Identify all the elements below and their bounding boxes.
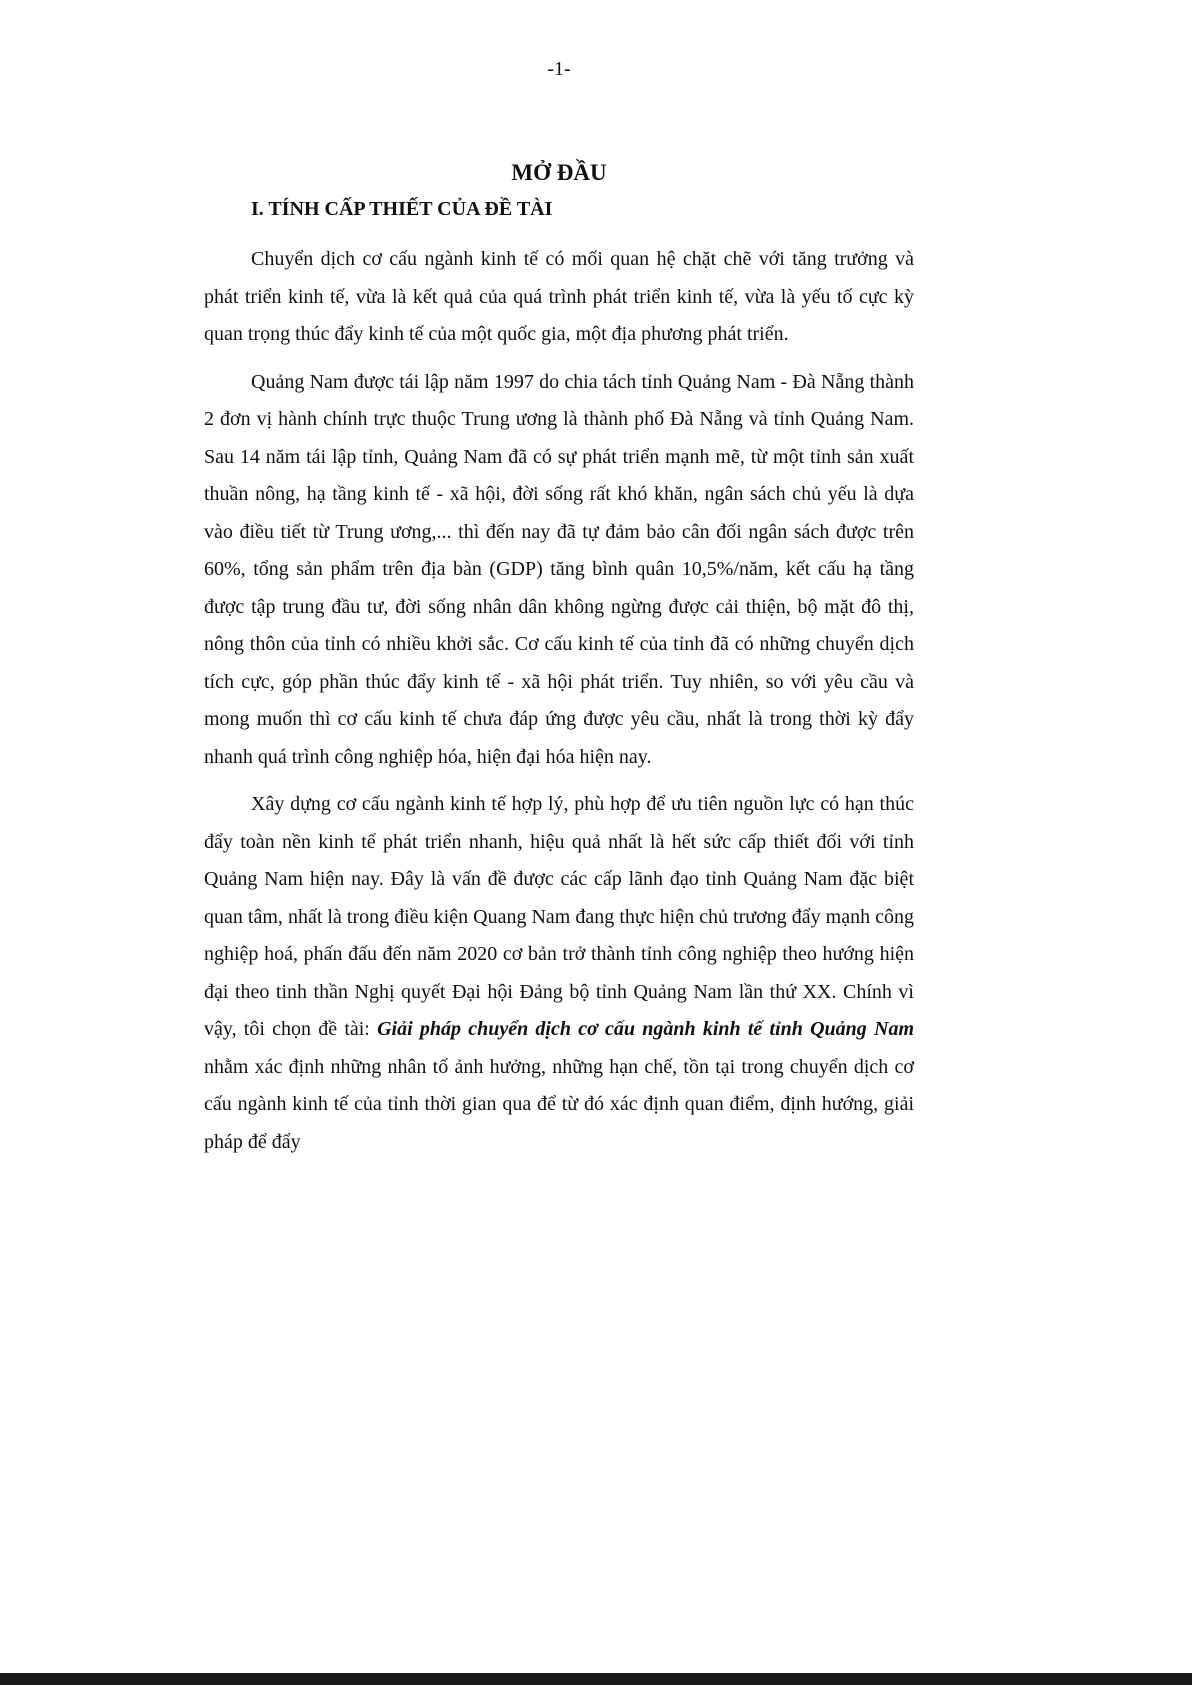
paragraph-3-lead: Xây dựng cơ cấu ngành kinh tế hợp lý, phù hợp để ưu tiên nguồn lực có hạn thúc đẩy toàn nền kinh tế phát triển nhanh, hiệu quả nhất là hết sức cấp thiết đối với tỉnh Quảng Nam hiện nay. Đây là vấn đề được các cấp lãnh đạo tỉnh Quảng Nam đặc biệt quan tâm, nhất là trong điều kiện Quang Nam đang thực hiện chủ trương đẩy mạnh công nghiệp hoá, phấn đấu đến năm 2020 cơ bản trở thành tỉnh công nghiệp theo hướng hiện đại theo tinh thần Nghị quyết Đại hội Đảng bộ tỉnh Quảng Nam lần thứ XX. Chính vì vậy, tôi chọn đề tài: bbox=[204, 793, 914, 1040]
section-heading: I. TÍNH CẤP THIẾT CỦA ĐỀ TÀI bbox=[251, 198, 553, 220]
paragraph-3 bbox=[204, 786, 914, 1161]
page-number: -1- bbox=[547, 58, 571, 80]
paragraph-3-tail: nhằm xác định những nhân tố ảnh hưởng, những hạn chế, tồn tại trong chuyển dịch cơ cấu ngành kinh tế của tỉnh thời gian qua để từ đó xác định quan điểm, định hướng, giải pháp để đẩy bbox=[204, 1055, 914, 1153]
thesis-title: Giải pháp chuyển dịch cơ cấu ngành kinh tế tỉnh Quảng Nam bbox=[377, 1018, 914, 1040]
bottom-border bbox=[0, 1673, 1192, 1685]
body-text bbox=[204, 241, 914, 1171]
paragraph-1: Chuyển dịch cơ cấu ngành kinh tế có mối quan hệ chặt chẽ với tăng trưởng và phát triển kinh tế, vừa là kết quả của quá trình phát triển kinh tế, vừa là yếu tố cực kỳ quan trọng thúc đẩy kinh tế của một quốc gia, một địa phương phát triển. bbox=[204, 248, 914, 345]
paragraph-2: Quảng Nam được tái lập năm 1997 do chia tách tỉnh Quảng Nam - Đà Nẵng thành 2 đơn vị hành chính trực thuộc Trung ương là thành phố Đà Nẵng và tỉnh Quảng Nam. Sau 14 năm tái lập tỉnh, Quảng Nam đã có sự phát triển mạnh mẽ, từ một tỉnh sản xuất thuần nông, hạ tầng kinh tế - xã hội, đời sống rất khó khăn, ngân sách chủ yếu là dựa vào điều tiết từ Trung ương,... thì đến nay đã tự đảm bảo cân đối ngân sách được trên 60%, tổng sản phẩm trên địa bàn (GDP) tăng bình quân 10,5%/năm, kết cấu hạ tầng được tập trung đầu tư, đời sống nhân dân không ngừng được cải thiện, bộ mặt đô thị, nông thôn của tỉnh có nhiều khởi sắc. Cơ cấu kinh tế của tỉnh đã có những chuyển dịch tích cực, góp phần thúc đẩy kinh tế - xã hội phát triển. Tuy nhiên, so với yêu cầu và mong muốn thì cơ cấu kinh tế chưa đáp ứng được yêu cầu, nhất là trong thời kỳ đẩy nhanh quá trình công nghiệp hóa, hiện đại hóa hiện nay. bbox=[204, 370, 914, 768]
chapter-title: MỞ ĐẦU bbox=[511, 160, 607, 185]
